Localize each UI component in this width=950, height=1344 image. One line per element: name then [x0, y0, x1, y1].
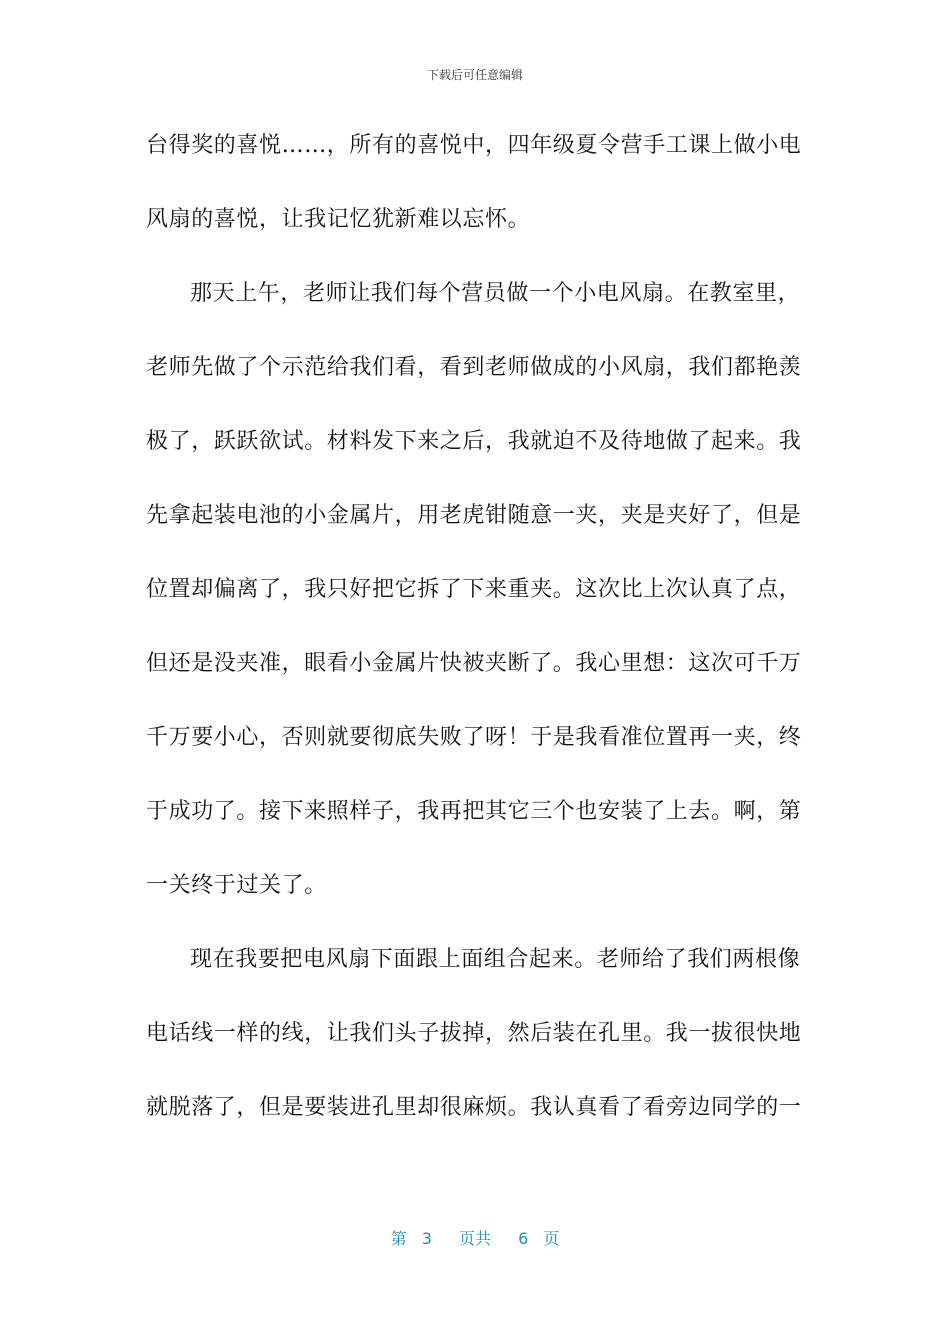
page-middle-text: 页共	[458, 1229, 491, 1248]
page-total-number: 6	[518, 1229, 529, 1248]
page-header: 下载后可任意编辑	[426, 68, 523, 82]
paragraph-line: 现在我要把电风扇下面跟上面组合起来。老师给了我们两根像	[190, 947, 801, 972]
paragraph-line: 于成功了。接下来照样子，我再把其它三个也安装了上去。啊，第	[146, 799, 802, 824]
page-footer	[0, 1228, 950, 1250]
page-current-number: 3	[421, 1229, 432, 1248]
paragraph-line: 极了，跃跃欲试。材料发下来之后，我就迫不及待地做了起来。我	[146, 429, 802, 454]
paragraph-line: 一关终于过关了。	[146, 873, 327, 898]
paragraph-line: 但还是没夹准，眼看小金属片快被夹断了。我心里想：这次可千万	[146, 651, 802, 676]
paragraph-line: 先拿起装电池的小金属片，用老虎钳随意一夹，夹是夹好了，但是	[146, 503, 802, 528]
paragraph-line: 位置却偏离了，我只好把它拆了下来重夹。这次比上次认真了点，	[146, 577, 802, 602]
paragraph-line: 就脱落了，但是要装进孔里却很麻烦。我认真看了看旁边同学的一	[146, 1095, 802, 1120]
paragraph-line: 千万要小心，否则就要彻底失败了呀！于是我看准位置再一夹，终	[146, 725, 802, 750]
page-prefix: 第	[390, 1229, 407, 1248]
paragraph-line: 那天上午，老师让我们每个营员做一个小电风扇。在教室里，	[190, 281, 801, 306]
paragraph-line: 风扇的喜悦，让我记忆犹新难以忘怀。	[146, 207, 531, 232]
page-suffix: 页	[543, 1229, 560, 1248]
paragraph-line: 台得奖的喜悦……，所有的喜悦中，四年级夏令营手工课上做小电	[146, 133, 802, 158]
paragraph-line: 老师先做了个示范给我们看，看到老师做成的小风扇，我们都艳羡	[146, 355, 802, 380]
document-body	[146, 118, 802, 1154]
paragraph-line: 电话线一样的线，让我们头子拔掉，然后装在孔里。我一拔很快地	[146, 1021, 802, 1046]
